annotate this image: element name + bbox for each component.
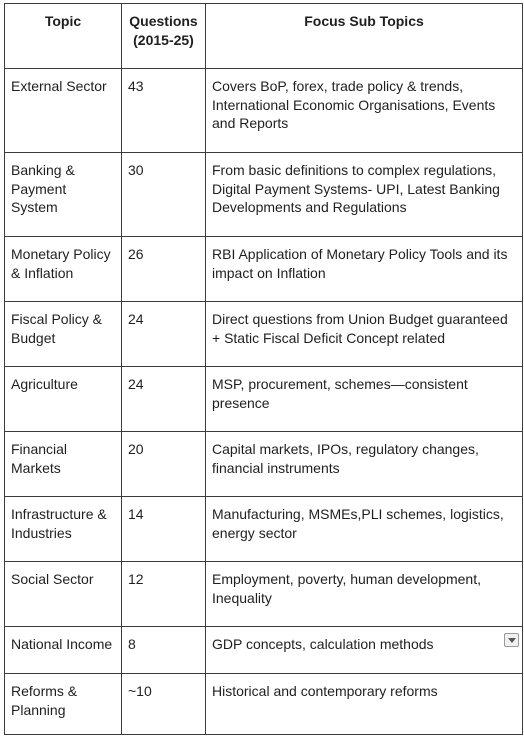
topic-cell: Monetary Policy & Inflation [5, 237, 122, 302]
header-row [5, 4, 523, 69]
table-row [5, 562, 523, 627]
questions-cell: 26 [122, 237, 206, 302]
questions-cell: 12 [122, 562, 206, 627]
topic-cell: External Sector [5, 69, 122, 153]
focus-cell: Employment, poverty, human development, Inequality [206, 562, 523, 627]
focus-cell: RBI Application of Monetary Policy Tools and its impact on Inflation [206, 237, 523, 302]
topics-table [4, 3, 523, 735]
focus-cell: MSP, procurement, schemes—consistent presence [206, 367, 523, 432]
topic-cell: Fiscal Policy & Budget [5, 302, 122, 367]
header-questions: Questions (2015-25) [122, 4, 206, 69]
questions-cell: 20 [122, 432, 206, 497]
focus-cell: Direct questions from Union Budget guaranteed + Static Fiscal Deficit Concept related [206, 302, 523, 367]
topic-cell: Financial Markets [5, 432, 122, 497]
header-focus: Focus Sub Topics [206, 4, 523, 69]
topic-cell: Social Sector [5, 562, 122, 627]
questions-cell: 24 [122, 302, 206, 367]
focus-cell: Historical and contemporary reforms [206, 674, 523, 735]
table-row [5, 497, 523, 562]
table-row [5, 302, 523, 367]
topic-cell: Banking & Payment System [5, 153, 122, 237]
topic-cell: National Income [5, 627, 122, 674]
topic-cell: Agriculture [5, 367, 122, 432]
table-row [5, 627, 523, 674]
focus-cell: From basic definitions to complex regulations, Digital Payment Systems- UPI, Latest Banking Developments and Regulations [206, 153, 523, 237]
table-row [5, 432, 523, 497]
focus-cell: GDP concepts, calculation methods [206, 627, 523, 674]
topic-cell: Infrastructure & Industries [5, 497, 122, 562]
questions-cell: 14 [122, 497, 206, 562]
questions-cell: ~10 [122, 674, 206, 735]
questions-cell: 30 [122, 153, 206, 237]
table-row [5, 69, 523, 153]
questions-cell: 8 [122, 627, 206, 674]
focus-cell: Manufacturing, MSMEs,PLI schemes, logistics, energy sector [206, 497, 523, 562]
table-row [5, 153, 523, 237]
questions-cell: 24 [122, 367, 206, 432]
table-row [5, 367, 523, 432]
table-row [5, 237, 523, 302]
focus-cell: Covers BoP, forex, trade policy & trends, International Economic Organisations, Events and Reports [206, 69, 523, 153]
topic-cell: Reforms & Planning [5, 674, 122, 735]
table-row [5, 674, 523, 735]
header-topic: Topic [5, 4, 122, 69]
focus-cell: Capital markets, IPOs, regulatory changes, financial instruments [206, 432, 523, 497]
questions-cell: 43 [122, 69, 206, 153]
chevron-down-icon[interactable] [504, 633, 519, 647]
